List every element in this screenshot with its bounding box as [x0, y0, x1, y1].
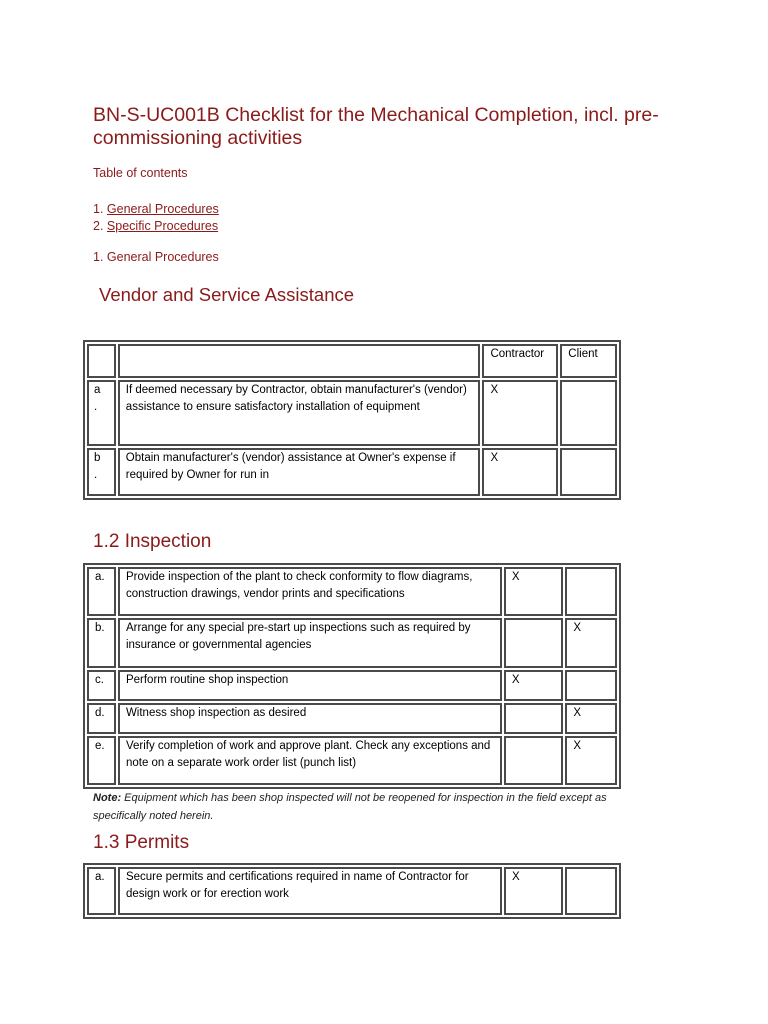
toc-item-number: 1.	[93, 202, 104, 216]
toc-heading: Table of contents	[93, 166, 188, 180]
contractor-mark: X	[504, 670, 564, 701]
client-mark: X	[565, 736, 617, 785]
row-text: Secure permits and certifications required in name of Contractor for design work or for erection work	[118, 867, 502, 915]
page-title: BN-S-UC001B Checklist for the Mechanical Completion, incl. pre-commissioning activities	[93, 104, 659, 149]
contractor-mark: X	[504, 867, 564, 915]
table-row	[87, 703, 617, 734]
client-mark: X	[565, 703, 617, 734]
client-mark	[560, 448, 617, 496]
table-row	[87, 448, 617, 496]
toc-list	[93, 201, 219, 235]
client-mark: X	[565, 618, 617, 667]
table-row	[87, 736, 617, 785]
row-text: Verify completion of work and approve plant. Check any exceptions and note on a separate work order list (punch list)	[118, 736, 502, 785]
note-text: Equipment which has been shop inspected will not be reopened for inspection in the field except as specifically noted herein.	[93, 792, 607, 822]
row-text: If deemed necessary by Contractor, obtain manufacturer's (vendor) assistance to ensure satisfactory installation of equipment	[118, 380, 481, 446]
contractor-mark: X	[482, 448, 558, 496]
client-mark	[565, 567, 617, 616]
note-label: Note:	[93, 792, 122, 804]
contractor-mark: X	[482, 380, 558, 446]
table-row	[87, 670, 617, 701]
row-letter: a .	[87, 380, 116, 446]
contractor-mark: X	[504, 567, 564, 616]
client-mark	[565, 867, 617, 915]
row-letter: b.	[87, 618, 116, 667]
permits-table	[83, 863, 621, 919]
toc-item-number: 2.	[93, 219, 104, 233]
toc-link-general-procedures[interactable]: General Procedures	[106, 202, 219, 216]
column-header-contractor: Contractor	[482, 344, 558, 378]
row-text: Perform routine shop inspection	[118, 670, 502, 701]
column-header-client: Client	[560, 344, 617, 378]
section-heading-vendor: Vendor and Service Assistance	[99, 284, 355, 305]
row-text: Arrange for any special pre-start up inspections such as required by insurance or governmental agencies	[118, 618, 502, 667]
inspection-table	[83, 563, 621, 789]
contractor-mark	[504, 703, 564, 734]
row-letter: e.	[87, 736, 116, 785]
table-row	[87, 380, 617, 446]
header-empty-cell	[87, 344, 116, 378]
vendor-table	[83, 340, 621, 500]
inspection-note	[93, 789, 653, 825]
section-heading-inspection: 1.2 Inspection	[93, 531, 212, 552]
row-letter: c.	[87, 670, 116, 701]
row-text: Provide inspection of the plant to check conformity to flow diagrams, construction drawings, vendor prints and specifications	[118, 567, 502, 616]
row-letter: d.	[87, 703, 116, 734]
table-row	[87, 567, 617, 616]
row-letter: a.	[87, 567, 116, 616]
table-row	[87, 867, 617, 915]
table-row	[87, 618, 617, 667]
client-mark	[565, 670, 617, 701]
row-text: Witness shop inspection as desired	[118, 703, 502, 734]
contractor-mark	[504, 736, 564, 785]
row-letter: b .	[87, 448, 116, 496]
header-empty-cell	[118, 344, 481, 378]
toc-link-specific-procedures[interactable]: Specific Procedures	[106, 219, 219, 233]
row-text: Obtain manufacturer's (vendor) assistance at Owner's expense if required by Owner for run in	[118, 448, 481, 496]
toc-item	[93, 218, 219, 235]
section-heading-general-procedures: 1. General Procedures	[93, 250, 219, 264]
client-mark	[560, 380, 617, 446]
contractor-mark	[504, 618, 564, 667]
table-header-row	[87, 344, 617, 378]
toc-item	[93, 201, 219, 218]
row-letter: a.	[87, 867, 116, 915]
section-heading-permits: 1.3 Permits	[93, 832, 190, 853]
